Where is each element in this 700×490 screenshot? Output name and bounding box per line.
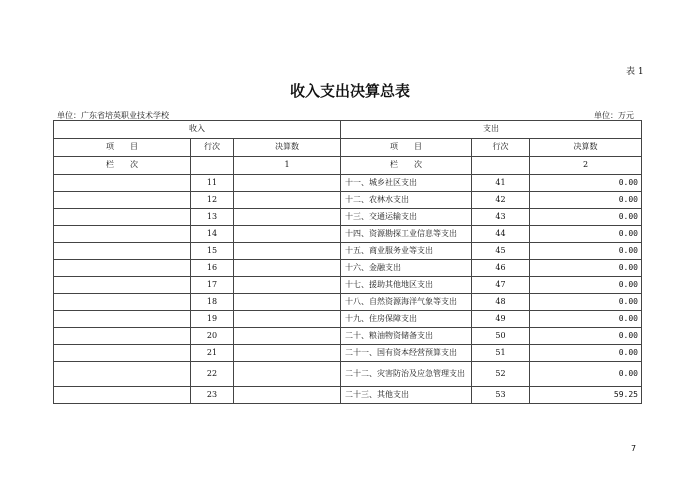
expense-item-cell: 十六、金融支出 [341, 260, 472, 277]
income-item-cell [54, 226, 191, 243]
table-row [54, 192, 642, 209]
table-row [54, 294, 642, 311]
unit-organization: 单位：广东省培英职业技术学校 [57, 111, 169, 120]
expense-amount-cell: 0.00 [530, 345, 642, 362]
income-amount-cell [234, 277, 341, 294]
expense-item-cell: 十九、住房保障支出 [341, 311, 472, 328]
income-item-cell [54, 345, 191, 362]
expense-amount-cell: 0.00 [530, 192, 642, 209]
expense-item-cell: 十四、资源勘探工业信息等支出 [341, 226, 472, 243]
income-line-cell: 21 [191, 345, 234, 362]
income-line-cell: 12 [191, 192, 234, 209]
expense-item-cell: 十三、交通运输支出 [341, 209, 472, 226]
expense-amount-cell: 0.00 [530, 362, 642, 387]
expense-amount-cell: 0.00 [530, 175, 642, 192]
unit-currency: 单位：万元 [594, 111, 634, 120]
income-line-cell: 23 [191, 387, 234, 404]
table-row [54, 328, 642, 345]
income-item-cell [54, 192, 191, 209]
expense-header: 支出 [341, 121, 642, 139]
income-item-cell [54, 294, 191, 311]
expense-amount-cell: 0.00 [530, 294, 642, 311]
budget-summary-table [53, 120, 642, 404]
income-amount-cell [234, 362, 341, 387]
column-number-row [54, 157, 642, 175]
income-amount-cell [234, 192, 341, 209]
income-line-cell: 17 [191, 277, 234, 294]
expense-item-cell: 二十、粮油物资储备支出 [341, 328, 472, 345]
table-row [54, 311, 642, 328]
income-item-cell [54, 328, 191, 345]
income-amount-cell [234, 311, 341, 328]
income-amount-header: 决算数 [234, 139, 341, 157]
expense-amount-cell: 0.00 [530, 328, 642, 345]
income-amount-cell [234, 260, 341, 277]
income-item-cell [54, 311, 191, 328]
income-col-number: 1 [234, 157, 341, 175]
expense-amount-cell: 0.00 [530, 243, 642, 260]
income-item-cell [54, 175, 191, 192]
expense-amount-cell: 59.25 [530, 387, 642, 404]
income-line-cell: 15 [191, 243, 234, 260]
income-amount-cell [234, 243, 341, 260]
expense-line-cell: 49 [472, 311, 530, 328]
page-title: 收入支出决算总表 [289, 82, 410, 100]
expense-col-label: 栏 次 [341, 157, 472, 175]
table-number: 表 1 [626, 67, 644, 77]
income-item-cell [54, 277, 191, 294]
expense-line-cell: 46 [472, 260, 530, 277]
income-item-cell [54, 209, 191, 226]
expense-line-header: 行次 [472, 139, 530, 157]
expense-line-cell: 47 [472, 277, 530, 294]
expense-amount-header: 决算数 [530, 139, 642, 157]
table-row [54, 277, 642, 294]
expense-col-number: 2 [530, 157, 642, 175]
income-line-cell: 16 [191, 260, 234, 277]
expense-item-cell: 十五、商业服务业等支出 [341, 243, 472, 260]
income-line-cell: 13 [191, 209, 234, 226]
income-amount-cell [234, 294, 341, 311]
table-row [54, 175, 642, 192]
expense-amount-cell: 0.00 [530, 226, 642, 243]
table-header-row [54, 121, 642, 139]
table-row [54, 362, 642, 387]
expense-amount-cell: 0.00 [530, 209, 642, 226]
expense-item-cell: 十八、自然资源海洋气象等支出 [341, 294, 472, 311]
expense-line-cell: 42 [472, 192, 530, 209]
income-line-header: 行次 [191, 139, 234, 157]
income-item-header: 项 目 [54, 139, 191, 157]
income-line-cell: 19 [191, 311, 234, 328]
income-item-cell [54, 387, 191, 404]
income-col-label: 栏 次 [54, 157, 191, 175]
expense-line-cell: 44 [472, 226, 530, 243]
page-number: 7 [631, 444, 637, 453]
table-row [54, 226, 642, 243]
income-item-cell [54, 243, 191, 260]
income-amount-cell [234, 175, 341, 192]
table-row [54, 243, 642, 260]
expense-line-cell: 50 [472, 328, 530, 345]
expense-line-cell: 51 [472, 345, 530, 362]
income-line-cell: 20 [191, 328, 234, 345]
expense-col-blank [472, 157, 530, 175]
expense-line-cell: 52 [472, 362, 530, 387]
income-col-blank [191, 157, 234, 175]
expense-item-cell: 二十一、国有资本经营预算支出 [341, 345, 472, 362]
expense-line-cell: 48 [472, 294, 530, 311]
expense-item-cell: 十二、农林水支出 [341, 192, 472, 209]
expense-item-cell: 二十二、灾害防治及应急管理支出 [341, 362, 472, 387]
income-line-cell: 11 [191, 175, 234, 192]
income-item-cell [54, 260, 191, 277]
income-header: 收入 [54, 121, 341, 139]
income-amount-cell [234, 328, 341, 345]
table-row [54, 387, 642, 404]
expense-line-cell: 53 [472, 387, 530, 404]
expense-line-cell: 43 [472, 209, 530, 226]
income-amount-cell [234, 345, 341, 362]
expense-item-header: 项 目 [341, 139, 472, 157]
expense-amount-cell: 0.00 [530, 260, 642, 277]
expense-amount-cell: 0.00 [530, 277, 642, 294]
expense-item-cell: 十七、援助其他地区支出 [341, 277, 472, 294]
table-subheader-row [54, 139, 642, 157]
table-row [54, 260, 642, 277]
income-amount-cell [234, 226, 341, 243]
income-line-cell: 18 [191, 294, 234, 311]
income-amount-cell [234, 209, 341, 226]
table-row [54, 345, 642, 362]
income-line-cell: 14 [191, 226, 234, 243]
expense-line-cell: 41 [472, 175, 530, 192]
income-line-cell: 22 [191, 362, 234, 387]
expense-item-cell: 二十三、其他支出 [341, 387, 472, 404]
income-amount-cell [234, 387, 341, 404]
expense-line-cell: 45 [472, 243, 530, 260]
expense-amount-cell: 0.00 [530, 311, 642, 328]
expense-item-cell: 十一、城乡社区支出 [341, 175, 472, 192]
table-row [54, 209, 642, 226]
income-item-cell [54, 362, 191, 387]
